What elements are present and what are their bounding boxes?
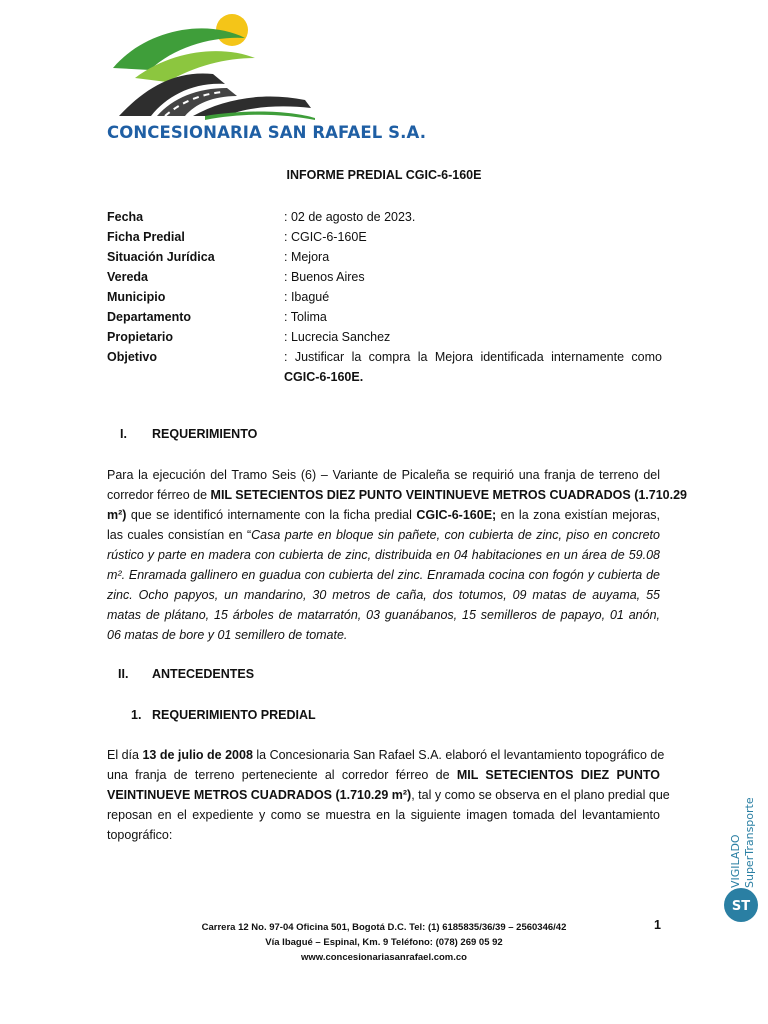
italic-run: rústico y parte en madera con cubierta de zinc, distribuida en 04 habitaciones en un área de 59.08: [107, 548, 660, 562]
text-run: , tal y como se observa en el plano predial que: [411, 788, 670, 802]
paragraph-line: [107, 505, 660, 525]
text-run: una franja de terreno perteneciente al corredor férreo de: [107, 768, 457, 782]
paragraph-line: [107, 605, 660, 625]
subsection-number: 1.: [131, 708, 142, 722]
paragraph-line: [107, 625, 660, 645]
field-label: Situación Jurídica: [107, 250, 215, 264]
section-number: I.: [120, 427, 127, 441]
st-badge-text: ST: [731, 899, 751, 914]
field-objetivo: [107, 347, 662, 387]
text-run: las cuales consistían en “: [107, 528, 252, 542]
paragraph-line: [107, 525, 660, 545]
stamp-text-supertransporte: SuperTransporte: [743, 797, 756, 888]
field-label: Municipio: [107, 290, 166, 304]
paragraph-line: [107, 485, 688, 505]
paragraph-line: reposan en el expediente y como se muestra en la siguiente imagen tomada del levantamiento: [107, 808, 660, 822]
page-number: 1: [654, 918, 661, 932]
paragraph-line: [107, 545, 660, 565]
field-value: : Ibagué: [284, 290, 330, 304]
footer-address: Carrera 12 No. 97-04 Oficina 501, Bogotá D.C. Tel: (1) 6185835/36/39 – 2560346/42: [201, 922, 567, 933]
stamp-text-vigilado: VIGILADO: [729, 834, 742, 888]
company-name: CONCESIONARIA SAN RAFAEL S.A.: [107, 123, 427, 142]
company-logo: [105, 8, 427, 148]
paragraph-line: Para la ejecución del Tramo Seis (6) – Variante de Picaleña se requirió una franja de terreno del: [107, 468, 660, 482]
paragraph-line: [107, 785, 670, 805]
bold-run: MIL SETECIENTOS DIEZ PUNTO: [456, 768, 660, 782]
field-value: : Buenos Aires: [284, 270, 365, 284]
page-footer: [0, 920, 768, 965]
italic-run: Casa parte en bloque sin pañete, con cubierta de zinc, piso en concreto: [251, 528, 660, 542]
bold-run: 13 de julio de 2008: [142, 748, 253, 762]
paragraph-requerimiento: [107, 465, 688, 645]
italic-run: 06 matas de bore y 01 semillero de tomate.: [107, 628, 348, 642]
paragraph-line: [107, 745, 665, 765]
bold-run: CGIC-6-160E;: [416, 508, 497, 522]
bold-run: VEINTINUEVE METROS CUADRADOS (1.710.29 m²): [107, 788, 412, 802]
field-value: : Justificar la compra la Mejora identificada internamente como: [284, 350, 662, 364]
text-run: El día: [107, 748, 143, 762]
field-label: Objetivo: [107, 350, 158, 364]
paragraph-requerimiento-predial: [107, 745, 670, 845]
field-vereda: [107, 267, 662, 287]
paragraph-line: [107, 765, 660, 785]
field-departamento: [107, 307, 662, 327]
italic-run: zinc. Ocho papyos, un mandarino, 30 metros de caña, dos totumos, 09 matas de auyama, 55: [107, 588, 660, 602]
bold-run: MIL SETECIENTOS DIEZ PUNTO VEINTINUEVE METROS CUADRADOS (1.710.29: [210, 488, 688, 502]
field-value: : 02 de agosto de 2023.: [284, 210, 416, 224]
footer-website: www.concesionariasanrafael.com.co: [301, 952, 467, 963]
text-run: la Concesionaria San Rafael S.A. elaboró el levantamiento topográfico de: [252, 748, 665, 762]
section-title: REQUERIMIENTO: [152, 427, 258, 441]
subsection-title: REQUERIMIENTO PREDIAL: [152, 708, 316, 722]
text-run: corredor férreo de: [107, 488, 211, 502]
paragraph-line: topográfico:: [107, 828, 173, 842]
text-run: en la zona existían mejoras,: [496, 508, 660, 522]
italic-run: m². Enramada gallinero en guadua con cubierta del zinc. Enramada cocina con fogón y cubierta de: [107, 568, 660, 582]
logo-sun: [216, 14, 248, 46]
section-number: II.: [118, 667, 129, 681]
paragraph-line: [107, 565, 660, 585]
field-value: : CGIC-6-160E: [284, 230, 367, 244]
field-label: Vereda: [107, 270, 149, 284]
subsection-heading-requerimiento-predial: [131, 708, 316, 722]
field-label: Departamento: [107, 310, 192, 324]
vigilado-supertransporte-stamp: [718, 780, 764, 925]
document-title: INFORME PREDIAL CGIC-6-160E: [286, 168, 482, 182]
text-run: que se identificó internamente con la ficha predial: [126, 508, 417, 522]
field-label: Fecha: [107, 210, 144, 224]
field-propietario: [107, 327, 662, 347]
field-situacion-juridica: [107, 247, 662, 267]
section-title: ANTECEDENTES: [152, 667, 255, 681]
field-value-continuation: CGIC-6-160E.: [284, 370, 364, 384]
footer-secondary-address: Vía Ibagué – Espinal, Km. 9 Teléfono: (078) 269 05 92: [265, 937, 503, 948]
document-fields: [107, 207, 662, 387]
field-ficha-predial: [107, 227, 662, 247]
bold-run: m²): [107, 508, 127, 522]
field-municipio: [107, 287, 662, 307]
paragraph-line: [107, 585, 660, 605]
field-value: : Lucrecia Sanchez: [284, 330, 391, 344]
field-value: : Tolima: [284, 310, 327, 324]
stamp-graphic: [718, 780, 764, 925]
field-label: Propietario: [107, 330, 173, 344]
field-label: Ficha Predial: [107, 230, 185, 244]
italic-run: matas de plátano, 15 árboles de matarratón, 03 guanábanos, 15 semilleros de papayo, 01 anón,: [107, 608, 660, 622]
field-fecha: [107, 207, 662, 227]
section-heading-requerimiento: [120, 427, 257, 441]
section-heading-antecedentes: [118, 667, 254, 681]
field-value: : Mejora: [284, 250, 330, 264]
logo-graphic: [105, 8, 337, 126]
